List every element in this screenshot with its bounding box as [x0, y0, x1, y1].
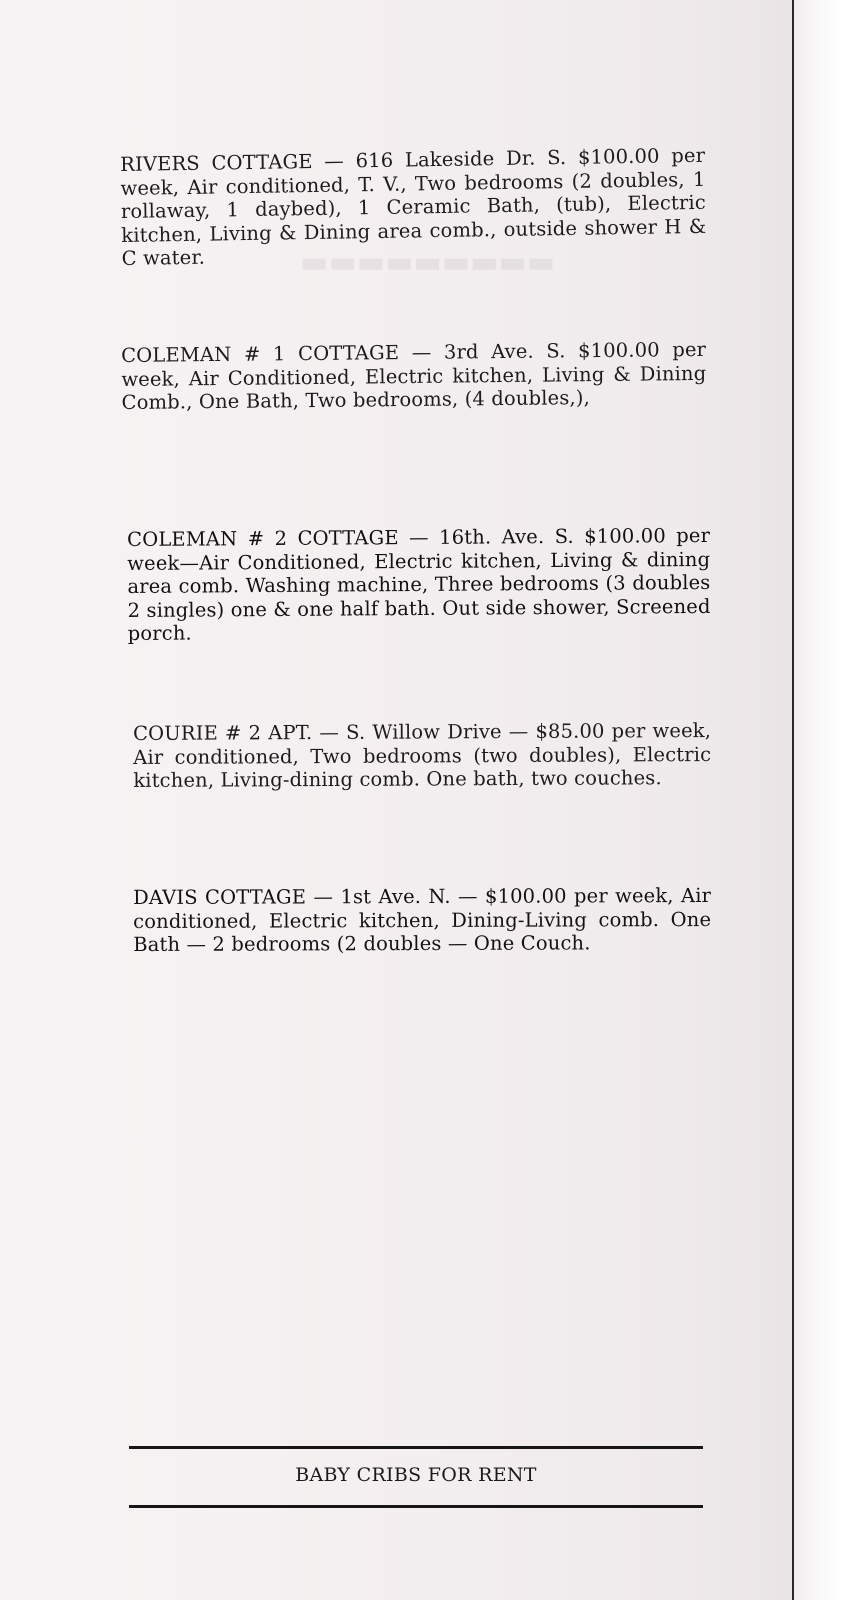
- page-edge-background: [794, 0, 846, 1600]
- listing-courie-2-apt: COURIE # 2 APT. — S. Willow Drive — $85.00 per week, Air conditioned, Two bedrooms (two doubles), Electric kitchen, Living-dining comb. One bath, two couches.: [133, 718, 712, 792]
- baby-cribs-notice: BABY CRIBS FOR RENT: [295, 1464, 537, 1486]
- footer-bottom-rule: [129, 1505, 703, 1508]
- bleed-through-shadow: ▬▬▬▬▬▬▬▬▬: [300, 245, 556, 280]
- listing-coleman-2-cottage: COLEMAN # 2 COTTAGE — 16th. Ave. S. $100.00 per week—Air Conditioned, Electric kitchen, Living & dining area comb. Washing machine, Three bedrooms (3 doubles 2 singles) one & one half bath. Out side shower, Screened porch.: [127, 523, 711, 645]
- listing-davis-cottage: DAVIS COTTAGE — 1st Ave. N. — $100.00 per week, Air conditioned, Electric kitchen, Dining-Living comb. One Bath — 2 bedrooms (2 doubles — One Couch.: [133, 883, 712, 956]
- listing-coleman-1-cottage: COLEMAN # 1 COTTAGE — 3rd Ave. S. $100.00 per week, Air Conditioned, Electric kitchen, Living & Dining Comb., One Bath, Two bedrooms, (4 doubles,),: [121, 337, 707, 414]
- listing-rivers-cottage: RIVERS COTTAGE — 616 Lakeside Dr. S. $100.00 per week, Air conditioned, T. V., Two bedrooms (2 doubles, 1 rollaway, 1 daybed), 1 Ceramic Bath, (tub), Electric kitchen, Living & Dining area comb., outside shower H & C water.: [120, 143, 707, 270]
- footer-top-rule: [129, 1446, 703, 1449]
